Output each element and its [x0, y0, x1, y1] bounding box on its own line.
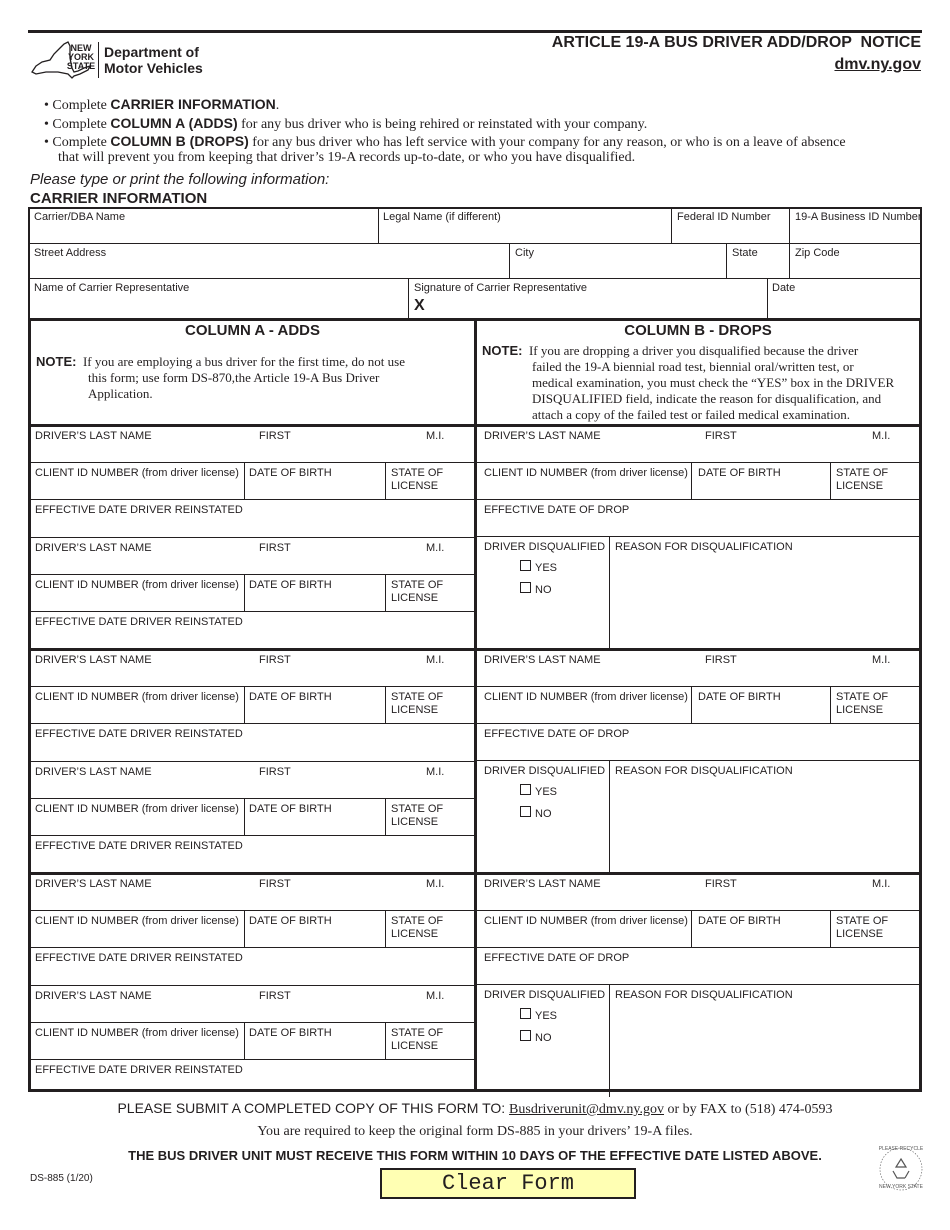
- a3-state-input[interactable]: [435, 705, 471, 721]
- date-input[interactable]: [770, 296, 918, 316]
- signature-input[interactable]: [430, 296, 765, 316]
- recycle-top-text: PLEASE RECYCLE: [878, 1146, 924, 1152]
- first-name-label: FIRST: [259, 542, 291, 554]
- client-id-label: CLIENT ID NUMBER (from driver license): [484, 691, 688, 703]
- please-type-text: Please type or print the following information:: [30, 171, 330, 188]
- a3-client-id-input[interactable]: [33, 705, 242, 721]
- b1-mi-input[interactable]: [867, 444, 917, 460]
- b3-first-name-input[interactable]: [705, 892, 865, 908]
- client-id-label: CLIENT ID NUMBER (from driver license): [35, 467, 239, 479]
- license-label: LICENSE: [391, 816, 439, 828]
- carrier-heading: CARRIER INFORMATION: [30, 190, 208, 207]
- mi-label: M.I.: [872, 878, 891, 890]
- a5-first-name-input[interactable]: [257, 892, 417, 908]
- top-rule: [28, 30, 922, 33]
- license-label: LICENSE: [391, 480, 439, 492]
- last-name-label: DRIVER’S LAST NAME: [484, 654, 601, 666]
- client-id-label: CLIENT ID NUMBER (from driver license): [35, 803, 239, 815]
- b3-mi-input[interactable]: [867, 892, 917, 908]
- reason-label: REASON FOR DISQUALIFICATION: [615, 541, 793, 553]
- a3-last-name-input[interactable]: [33, 668, 255, 684]
- a1-last-name-input[interactable]: [33, 444, 255, 460]
- a1-state-input[interactable]: [435, 481, 471, 497]
- a6-reinstated-date-input[interactable]: [33, 1078, 471, 1094]
- reason-label: REASON FOR DISQUALIFICATION: [615, 765, 793, 777]
- client-id-label: CLIENT ID NUMBER (from driver license): [35, 579, 239, 591]
- last-name-label: DRIVER’S LAST NAME: [35, 542, 152, 554]
- b2-drop-date-input[interactable]: [481, 742, 917, 758]
- first-name-label: FIRST: [705, 654, 737, 666]
- b2-state-input[interactable]: [880, 705, 916, 721]
- a1-mi-input[interactable]: [420, 444, 470, 460]
- reinstated-date-label: EFFECTIVE DATE DRIVER REINSTATED: [35, 840, 243, 852]
- mi-label: M.I.: [426, 654, 445, 666]
- city-label: City: [515, 247, 534, 259]
- a4-state-input[interactable]: [435, 817, 471, 833]
- b2-mi-input[interactable]: [867, 668, 917, 684]
- column-b-note: NOTE: If you are dropping a driver you disqualified because the driver failed the 19-A biennial road test, biennial oral/written test, or medical examination, you must check the “YES” box in the DRIVER DISQUALIFIED field, indicate the reason for disqualification, and attach a copy of the failed test or failed medical examination.: [482, 343, 895, 422]
- drop-date-label: EFFECTIVE DATE OF DROP: [484, 728, 630, 740]
- zip-input[interactable]: [792, 260, 918, 277]
- yes-checkbox[interactable]: [520, 1008, 531, 1019]
- last-name-label: DRIVER’S LAST NAME: [484, 878, 601, 890]
- disqualified-label: DRIVER DISQUALIFIED: [484, 541, 606, 553]
- no-label: NO: [535, 808, 552, 820]
- first-name-label: FIRST: [259, 766, 291, 778]
- legal-name-label: Legal Name (if different): [383, 211, 501, 223]
- drop-date-label: EFFECTIVE DATE OF DROP: [484, 952, 630, 964]
- a5-reinstated-date-input[interactable]: [33, 966, 471, 982]
- recycle-icon: [878, 1146, 924, 1192]
- a6-dob-input[interactable]: [247, 1041, 383, 1057]
- a6-last-name-input[interactable]: [33, 1004, 255, 1020]
- b3-dob-input[interactable]: [694, 929, 828, 945]
- instruction-3: • Complete COLUMN B (DROPS) for any bus driver who has left service with your company for any reason, or who is on a leave of absence: [44, 133, 846, 150]
- state-of-label: STATE OF: [836, 915, 889, 927]
- dob-label: DATE OF BIRTH: [249, 915, 332, 927]
- reinstated-date-label: EFFECTIVE DATE DRIVER REINSTATED: [35, 616, 243, 628]
- a4-last-name-input[interactable]: [33, 780, 255, 796]
- mi-label: M.I.: [426, 430, 445, 442]
- last-name-label: DRIVER’S LAST NAME: [35, 430, 152, 442]
- b3-last-name-input[interactable]: [481, 892, 703, 908]
- a3-dob-input[interactable]: [247, 705, 383, 721]
- b2-first-name-input[interactable]: [705, 668, 865, 684]
- a2-first-name-input[interactable]: [257, 556, 417, 572]
- client-id-label: CLIENT ID NUMBER (from driver license): [484, 915, 688, 927]
- a4-first-name-input[interactable]: [257, 780, 417, 796]
- carrier-name-label: Carrier/DBA Name: [34, 211, 126, 223]
- a2-reinstated-date-input[interactable]: [33, 630, 471, 646]
- nys-dmv-logo: [28, 38, 218, 82]
- business-id-label: 19-A Business ID Number: [795, 211, 922, 223]
- license-label: LICENSE: [391, 928, 439, 940]
- client-id-label: CLIENT ID NUMBER (from driver license): [484, 467, 688, 479]
- a6-mi-input[interactable]: [420, 1004, 470, 1020]
- no-checkbox[interactable]: [520, 1030, 531, 1041]
- logo-new: NEW: [70, 43, 92, 53]
- mi-label: M.I.: [872, 654, 891, 666]
- state-of-label: STATE OF: [391, 915, 444, 927]
- b1-state-input[interactable]: [880, 481, 916, 497]
- disqualified-label: DRIVER DISQUALIFIED: [484, 989, 606, 1001]
- a1-reinstated-date-input[interactable]: [33, 518, 471, 534]
- a5-dob-input[interactable]: [247, 929, 383, 945]
- column-a-note-label: NOTE:: [36, 354, 77, 369]
- reinstated-date-label: EFFECTIVE DATE DRIVER REINSTATED: [35, 1064, 243, 1076]
- recycle-bottom-text: NEW YORK STATE: [879, 1184, 923, 1190]
- carrier-name-input[interactable]: [32, 224, 376, 242]
- b1-dob-input[interactable]: [694, 481, 828, 497]
- mi-label: M.I.: [426, 990, 445, 1002]
- instruction-3-cont: that will prevent you from keeping that driver’s 19-A records up-to-date, or who you have disqualified.: [58, 150, 636, 165]
- dept-line2: Motor Vehicles: [104, 60, 203, 76]
- email-link[interactable]: Busdriverunit@dmv.ny.gov: [509, 1102, 665, 1117]
- license-label: LICENSE: [391, 1040, 439, 1052]
- instruction-1: • Complete CARRIER INFORMATION.: [44, 96, 280, 113]
- dob-label: DATE OF BIRTH: [249, 691, 332, 703]
- a3-mi-input[interactable]: [420, 668, 470, 684]
- state-label: State: [732, 247, 758, 259]
- a6-state-input[interactable]: [435, 1041, 471, 1057]
- mi-label: M.I.: [426, 878, 445, 890]
- last-name-label: DRIVER’S LAST NAME: [484, 430, 601, 442]
- a2-state-input[interactable]: [435, 593, 471, 609]
- a2-mi-input[interactable]: [420, 556, 470, 572]
- a2-client-id-input[interactable]: [33, 593, 242, 609]
- client-id-label: CLIENT ID NUMBER (from driver license): [35, 1027, 239, 1039]
- dob-label: DATE OF BIRTH: [249, 467, 332, 479]
- no-label: NO: [535, 1032, 552, 1044]
- city-input[interactable]: [512, 260, 724, 277]
- no-label: NO: [535, 584, 552, 596]
- logo-state: STATE: [66, 61, 96, 71]
- dob-label: DATE OF BIRTH: [249, 1027, 332, 1039]
- legal-name-input[interactable]: [381, 224, 669, 242]
- first-name-label: FIRST: [259, 430, 291, 442]
- license-label: LICENSE: [836, 480, 884, 492]
- submit-instruction: PLEASE SUBMIT A COMPLETED COPY OF THIS FORM TO: Busdriverunit@dmv.ny.gov or by FAX to (518) 474-0593: [117, 1100, 833, 1117]
- website-link[interactable]: dmv.ny.gov: [834, 56, 921, 73]
- street-address-label: Street Address: [34, 247, 107, 259]
- dob-label: DATE OF BIRTH: [249, 579, 332, 591]
- yes-label: YES: [535, 1010, 558, 1022]
- state-of-label: STATE OF: [391, 579, 444, 591]
- column-a-heading: COLUMN A - ADDS: [185, 322, 320, 339]
- last-name-label: DRIVER’S LAST NAME: [35, 878, 152, 890]
- state-of-label: STATE OF: [391, 803, 444, 815]
- a1-client-id-input[interactable]: [33, 481, 242, 497]
- rep-name-input[interactable]: [32, 296, 406, 316]
- b2-dob-input[interactable]: [694, 705, 828, 721]
- b3-drop-date-input[interactable]: [481, 966, 917, 982]
- reason-label: REASON FOR DISQUALIFICATION: [615, 989, 793, 1001]
- clear-form-button[interactable]: Clear Form: [380, 1168, 636, 1199]
- a5-mi-input[interactable]: [420, 892, 470, 908]
- state-of-label: STATE OF: [836, 467, 889, 479]
- license-label: LICENSE: [836, 928, 884, 940]
- a4-mi-input[interactable]: [420, 780, 470, 796]
- a6-first-name-input[interactable]: [257, 1004, 417, 1020]
- no-checkbox[interactable]: [520, 582, 531, 593]
- drop-date-label: EFFECTIVE DATE OF DROP: [484, 504, 630, 516]
- a5-client-id-input[interactable]: [33, 929, 242, 945]
- a4-dob-input[interactable]: [247, 817, 383, 833]
- state-of-label: STATE OF: [836, 691, 889, 703]
- yes-checkbox[interactable]: [520, 560, 531, 571]
- mi-label: M.I.: [872, 430, 891, 442]
- state-input[interactable]: [729, 260, 787, 277]
- disqualified-label: DRIVER DISQUALIFIED: [484, 765, 606, 777]
- deadline-text: THE BUS DRIVER UNIT MUST RECEIVE THIS FORM WITHIN 10 DAYS OF THE EFFECTIVE DATE LISTED ABOVE.: [128, 1148, 822, 1163]
- yes-label: YES: [535, 562, 558, 574]
- dob-label: DATE OF BIRTH: [698, 691, 781, 703]
- dob-label: DATE OF BIRTH: [698, 915, 781, 927]
- a3-reinstated-date-input[interactable]: [33, 742, 471, 758]
- a2-dob-input[interactable]: [247, 593, 383, 609]
- first-name-label: FIRST: [705, 430, 737, 442]
- column-b-heading: COLUMN B - DROPS: [624, 322, 772, 339]
- yes-label: YES: [535, 786, 558, 798]
- form-title: ARTICLE 19-A BUS DRIVER ADD/DROP NOTICE: [551, 34, 921, 51]
- license-label: LICENSE: [836, 704, 884, 716]
- b2-last-name-input[interactable]: [481, 668, 703, 684]
- a3-first-name-input[interactable]: [257, 668, 417, 684]
- first-name-label: FIRST: [259, 654, 291, 666]
- logo-york: YORK: [67, 52, 94, 62]
- reinstated-date-label: EFFECTIVE DATE DRIVER REINSTATED: [35, 504, 243, 516]
- b3-state-input[interactable]: [880, 929, 916, 945]
- mi-label: M.I.: [426, 542, 445, 554]
- last-name-label: DRIVER’S LAST NAME: [35, 654, 152, 666]
- license-label: LICENSE: [391, 704, 439, 716]
- a1-first-name-input[interactable]: [257, 444, 417, 460]
- zip-label: Zip Code: [795, 247, 840, 259]
- last-name-label: DRIVER’S LAST NAME: [35, 766, 152, 778]
- client-id-label: CLIENT ID NUMBER (from driver license): [35, 915, 239, 927]
- state-of-label: STATE OF: [391, 1027, 444, 1039]
- a2-last-name-input[interactable]: [33, 556, 255, 572]
- rep-name-label: Name of Carrier Representative: [34, 282, 190, 294]
- keep-original-text: You are required to keep the original form DS-885 in your drivers’ 19-A files.: [257, 1124, 693, 1139]
- dob-label: DATE OF BIRTH: [249, 803, 332, 815]
- reinstated-date-label: EFFECTIVE DATE DRIVER REINSTATED: [35, 728, 243, 740]
- business-id-input[interactable]: [792, 224, 918, 242]
- a6-client-id-input[interactable]: [33, 1041, 242, 1057]
- first-name-label: FIRST: [705, 878, 737, 890]
- b1-drop-date-input[interactable]: [481, 518, 917, 534]
- form-id: DS-885 (1/20): [30, 1173, 93, 1184]
- dept-line1: Department of: [104, 44, 199, 60]
- yes-checkbox[interactable]: [520, 784, 531, 795]
- column-a-note: NOTE: If you are employing a bus driver for the first time, do not use this form; use form DS-870,the Article 19-A Bus Driver Application.: [36, 354, 405, 401]
- last-name-label: DRIVER’S LAST NAME: [35, 990, 152, 1002]
- federal-id-input[interactable]: [674, 224, 787, 242]
- license-label: LICENSE: [391, 592, 439, 604]
- first-name-label: FIRST: [259, 990, 291, 1002]
- b1-client-id-input[interactable]: [481, 481, 689, 497]
- a4-client-id-input[interactable]: [33, 817, 242, 833]
- b1-first-name-input[interactable]: [705, 444, 865, 460]
- a4-reinstated-date-input[interactable]: [33, 854, 471, 870]
- state-of-label: STATE OF: [391, 467, 444, 479]
- signature-label: Signature of Carrier Representative: [414, 282, 588, 294]
- a5-last-name-input[interactable]: [33, 892, 255, 908]
- signature-x-mark: X: [414, 297, 425, 314]
- instruction-2: • Complete COLUMN A (ADDS) for any bus driver who is being rehired or reinstated with your company.: [44, 115, 648, 132]
- b2-reason-input[interactable]: [613, 781, 917, 869]
- a5-state-input[interactable]: [435, 929, 471, 945]
- b3-client-id-input[interactable]: [481, 929, 689, 945]
- date-label: Date: [772, 282, 796, 294]
- state-of-label: STATE OF: [391, 691, 444, 703]
- first-name-label: FIRST: [259, 878, 291, 890]
- mi-label: M.I.: [426, 766, 445, 778]
- dob-label: DATE OF BIRTH: [698, 467, 781, 479]
- reinstated-date-label: EFFECTIVE DATE DRIVER REINSTATED: [35, 952, 243, 964]
- a1-dob-input[interactable]: [247, 481, 383, 497]
- federal-id-label: Federal ID Number: [677, 211, 771, 223]
- b2-client-id-input[interactable]: [481, 705, 689, 721]
- client-id-label: CLIENT ID NUMBER (from driver license): [35, 691, 239, 703]
- b3-reason-input[interactable]: [613, 1005, 917, 1093]
- street-address-input[interactable]: [32, 260, 507, 277]
- b1-last-name-input[interactable]: [481, 444, 703, 460]
- column-b-note-label: NOTE:: [482, 343, 523, 358]
- b1-reason-input[interactable]: [613, 557, 917, 645]
- no-checkbox[interactable]: [520, 806, 531, 817]
